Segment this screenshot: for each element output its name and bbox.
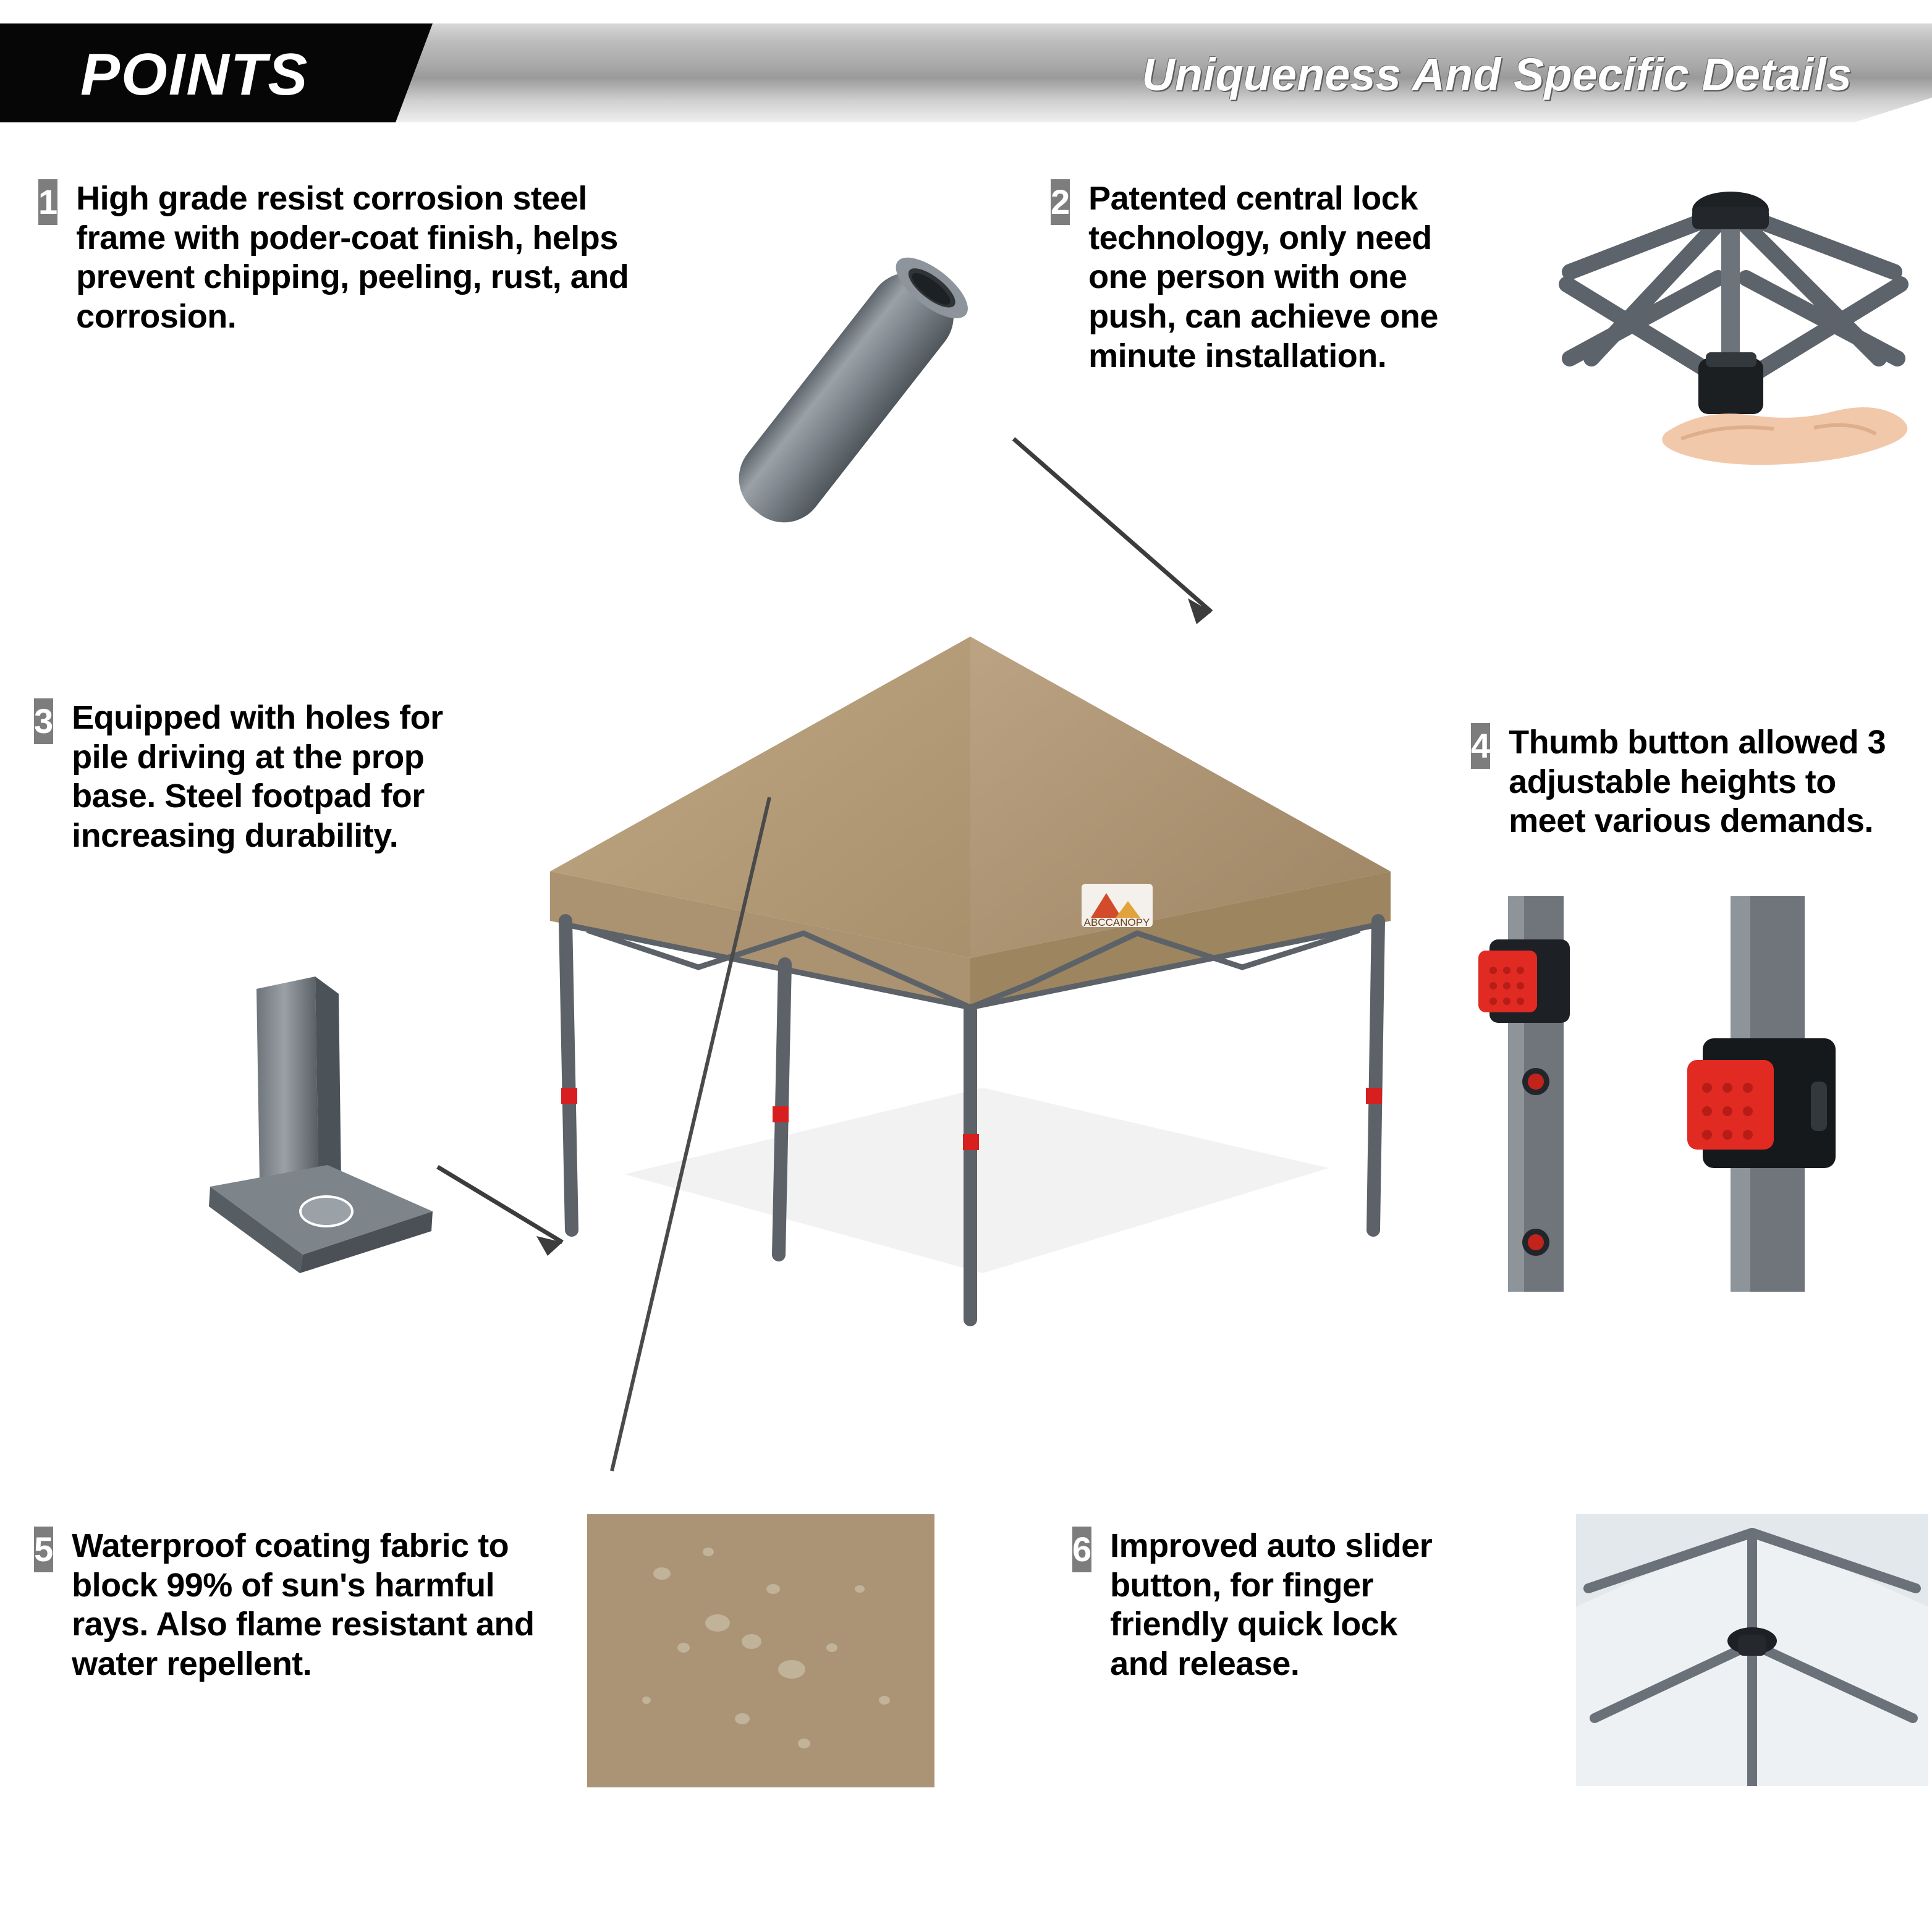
points-label: POINTS [80,41,309,108]
point-6 [1072,1527,1443,1684]
thumb-button-photo [1465,896,1932,1292]
point-1 [38,179,656,337]
point-4-text: Thumb button allowed 3 adjustable heights to meet various demands. [1509,724,1886,840]
point-1-text: High grade resist corrosion steel frame with poder-coat finish, helps prevent chipping, peeling, rust, and corrosion. [76,180,629,336]
point-2-text: Patented central lock technology, only need one person with one push, can achieve one minute installation. [1088,180,1438,375]
waterproof-fabric-swatch [587,1514,934,1787]
point-6-text: Improved auto slider button, for finger friendly quick lock and release. [1110,1527,1433,1683]
page-header [0,23,1932,122]
point-3-text: Equipped with holes for pile driving at the prop base. Steel footpad for increasing durability. [72,699,443,855]
page-title: Uniqueness And Specific Details [1142,49,1852,100]
callout-line-fabric [606,791,779,1477]
point-6-number: 6 [1072,1527,1091,1572]
point-2 [1051,179,1496,376]
steel-tube-photo [705,232,977,578]
point-3-number: 3 [34,698,53,744]
point-4 [1471,723,1916,841]
central-lock-photo [1533,173,1928,519]
canopy-underside-photo [1576,1514,1928,1786]
point-2-number: 2 [1051,179,1070,225]
point-5 [34,1527,547,1684]
point-4-number: 4 [1471,723,1490,769]
point-5-number: 5 [34,1527,53,1572]
point-5-text: Waterproof coating fabric to block 99% of sun's harmful rays. Also flame resistant and water repellent. [72,1527,535,1683]
point-1-number: 1 [38,179,57,225]
point-3 [34,698,454,856]
svg-text:ABCCANOPY: ABCCANOPY [1083,917,1150,928]
